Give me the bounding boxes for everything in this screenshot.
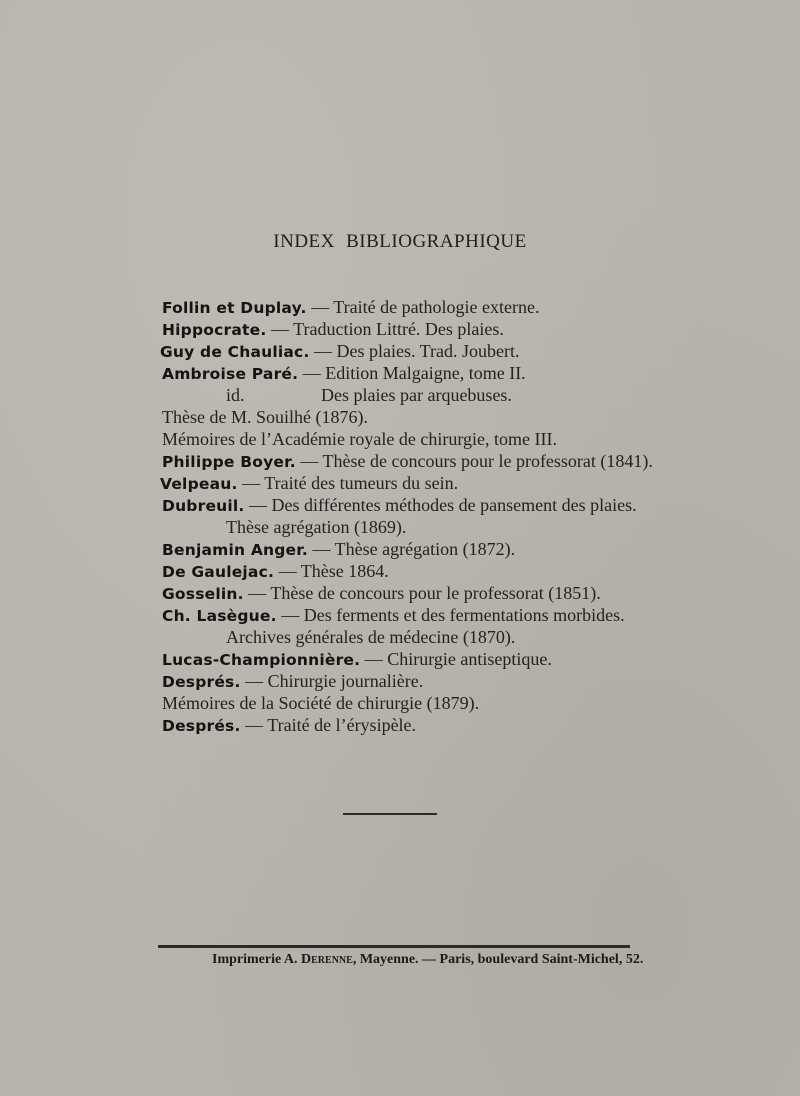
entry-author: Gosselin. <box>162 585 244 603</box>
bibliography-entry <box>226 626 515 648</box>
entry-author: Ch. Lasègue. <box>162 607 277 625</box>
entry-text: — Traité des tumeurs du sein. <box>237 473 459 493</box>
entry-author: Follin et Duplay. <box>162 299 307 317</box>
entry-text: — Thèse agrégation (1872). <box>308 539 516 559</box>
entry-text: Archives générales de médecine (1870). <box>226 627 516 647</box>
entry-text: — Thèse de concours pour le professorat (1851). <box>243 583 601 603</box>
entry-text: — Traité de pathologie externe. <box>306 297 540 317</box>
entry-text: Mémoires de la Société de chirurgie (1879). <box>162 693 480 713</box>
bibliography-entry <box>162 296 540 319</box>
entry-text: Thèse agrégation (1869). <box>226 517 407 537</box>
entry-text: — Des ferments et des fermentations morbides. <box>276 605 625 625</box>
bibliography-entry <box>162 538 515 561</box>
entry-text: — Thèse de concours pour le professorat (1841). <box>295 451 653 471</box>
entry-author: Després. <box>162 717 241 735</box>
bibliography-entry <box>226 516 406 538</box>
bibliography-entry <box>162 318 504 341</box>
entry-text: — Des différentes méthodes de pansement des plaies. <box>244 495 637 515</box>
entry-author: Velpeau. <box>160 475 238 493</box>
entry-text: Mémoires de l’Académie royale de chirurgie, tome III. <box>162 429 558 449</box>
bibliography-entry <box>160 472 458 495</box>
bibliography-entry <box>162 406 368 428</box>
bibliography-entry <box>160 340 520 363</box>
page-title: INDEX BIBLIOGRAPHIQUE <box>273 231 527 252</box>
entry-text: — Traduction Littré. Des plaies. <box>266 319 504 339</box>
entry-text: Thèse de M. Souilhé (1876). <box>162 407 368 427</box>
bibliography-entry <box>162 692 479 714</box>
bibliography-entry <box>162 450 653 473</box>
entry-text: — Traité de l’érysipèle. <box>240 715 417 735</box>
entry-author: Lucas-Championnière. <box>162 651 361 669</box>
entry-text: — Chirurgie journalière. <box>240 671 424 691</box>
entry-author: Després. <box>162 673 241 691</box>
bibliography-entry <box>162 560 389 583</box>
bibliography-entry <box>162 582 601 605</box>
imprint-prefix: Imprimerie A. <box>212 952 302 967</box>
bibliography-entry <box>162 428 557 450</box>
bibliography-entry <box>162 604 625 627</box>
entry-text: — Chirurgie antiseptique. <box>360 649 552 669</box>
footer-divider <box>158 945 630 948</box>
entry-author: Ambroise Paré. <box>162 365 299 383</box>
imprint-address: , Mayenne. — Paris, boulevard Saint-Michel, 52. <box>352 952 644 967</box>
bibliography-entry <box>162 494 637 517</box>
entry-author: Guy de Chauliac. <box>160 343 310 361</box>
entry-text: — Thèse 1864. <box>274 561 389 581</box>
entry-text: — Edition Malgaigne, tome II. <box>298 363 526 383</box>
bibliography-entry <box>162 362 526 385</box>
entry-author: De Gaulejac. <box>162 563 275 581</box>
entry-author: Dubreuil. <box>162 497 245 515</box>
entry-author: Philippe Boyer. <box>162 453 296 471</box>
entry-text: — Des plaies. Trad. Joubert. <box>309 341 520 361</box>
imprint-printer-name: Derenne <box>301 952 353 967</box>
bibliography-entry <box>226 384 512 406</box>
bibliography-entry <box>162 648 552 671</box>
entry-text: id. Des plaies par arquebuses. <box>226 385 512 405</box>
section-divider <box>343 813 437 815</box>
bibliography-entry <box>162 670 423 693</box>
printer-imprint <box>212 952 643 968</box>
entry-author: Hippocrate. <box>162 321 267 339</box>
entry-author: Benjamin Anger. <box>162 541 308 559</box>
bibliography-entry <box>162 714 416 737</box>
